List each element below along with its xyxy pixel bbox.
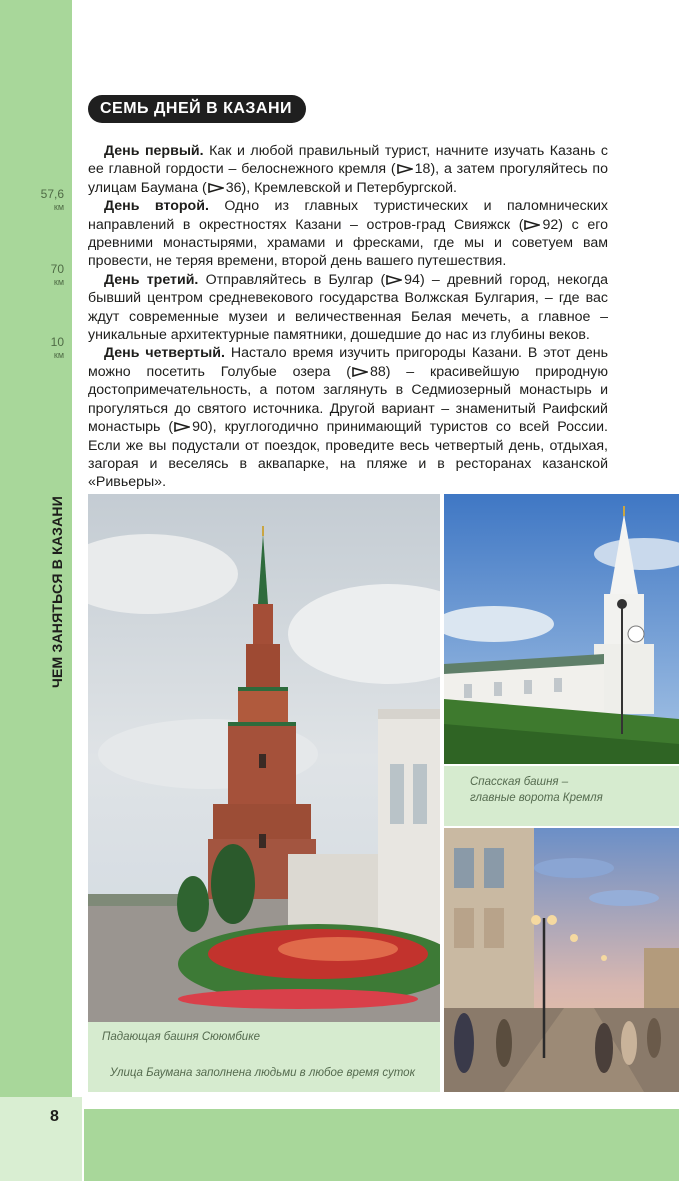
- distance-unit: км: [53, 349, 64, 360]
- distance-unit: км: [53, 276, 64, 287]
- day-text: 18), а затем прогуляйтесь по улицам Баумана (: [88, 161, 608, 196]
- day-paragraph: [88, 197, 608, 271]
- distance-unit: км: [53, 201, 64, 212]
- day-heading: День четвертый.: [104, 345, 225, 362]
- caption-baumana: Улица Баумана заполнена людьми в любое время суток: [110, 1067, 415, 1079]
- day-text: Как и любой правильный турист, начните изучать Казань с ее главной гордости – белоснежного кремля (: [88, 143, 608, 178]
- footer-band: [84, 1109, 679, 1181]
- distance-value: 10: [50, 335, 64, 349]
- day-paragraph: [88, 142, 608, 197]
- chapter-title-text: ЧЕМ ЗАНЯТЬСЯ В КАЗАНИ: [49, 495, 65, 689]
- section-title: СЕМЬ ДНЕЙ В КАЗАНИ: [88, 95, 306, 123]
- caption-spasskaya-line2: главные ворота Кремля: [470, 792, 603, 804]
- day-heading: День первый.: [104, 143, 204, 159]
- day-text: 94) – древний город, некогда бывший центром средневекового государства Волжская Булгария, – где вас ждут современные музеи и величественная Белая мечеть, а главное – уникальные архитектурные памятники, дошедшие до нас из глубины веков.: [88, 271, 608, 344]
- page-ref-arrow-icon: [386, 275, 402, 285]
- distance-value: 70: [50, 262, 64, 276]
- day-text: Одно из главных туристических и паломнических направлений в окрестностях Казани – остров-град Свияжск (: [88, 198, 608, 233]
- page-ref-arrow-icon: [208, 183, 224, 193]
- page-ref-arrow-icon: [352, 367, 368, 377]
- distance-value: 57,6: [40, 187, 64, 201]
- caption-spasskaya-line1: Спасская башня –: [470, 776, 569, 788]
- day-paragraph: [88, 344, 608, 491]
- distance-marker: [51, 336, 64, 360]
- bauman-street-photo: [444, 828, 679, 1092]
- syuyumbike-tower-photo: [88, 494, 440, 1022]
- page-ref-arrow-icon: [397, 164, 413, 174]
- day-text: 88) – красивейшую природную достопримечательность, а потом заглянуть в Седмиозерный монастырь и прогуляться до святого источника. Другой вариант – знаменитый Раифский монастырь (: [88, 363, 608, 436]
- day-text: Настало время изучить пригороды Казани. В этот день можно посетить Голубые озера (: [88, 345, 608, 380]
- distance-marker: [51, 263, 64, 287]
- day-text: Отправляйтесь в Булгар (: [205, 271, 386, 288]
- day-heading: День второй.: [104, 198, 209, 215]
- caption-syuyumbike: Падающая башня Сююмбике: [102, 1031, 261, 1043]
- day-text: 90), круглогодично принимающий туристов со всей России. Если же вы подустали от поездок, проведите весь четвертый день, отдыхая, загорая и веселясь в аквапарке, на пляже и в ресторанах казанской «Ривьеры».: [88, 419, 608, 491]
- day-text: 36), Кремлевской и Петербургской.: [225, 179, 457, 196]
- day-heading: День третий.: [104, 271, 199, 288]
- page-ref-arrow-icon: [174, 422, 190, 432]
- day-paragraph: [88, 271, 608, 345]
- page-number-box: [0, 1097, 82, 1181]
- page-number: 8: [50, 1108, 59, 1125]
- itinerary-text: [88, 142, 608, 492]
- page-ref-arrow-icon: [524, 220, 540, 230]
- distance-marker: [41, 188, 64, 212]
- day-text: 92) с его древними монастырями, храмами и фресками, где мы и советуем вам провести, не теряя времени, второй день вашего путешествия.: [88, 216, 608, 270]
- spasskaya-tower-photo: [444, 494, 679, 764]
- chapter-title-vertical: [48, 495, 66, 689]
